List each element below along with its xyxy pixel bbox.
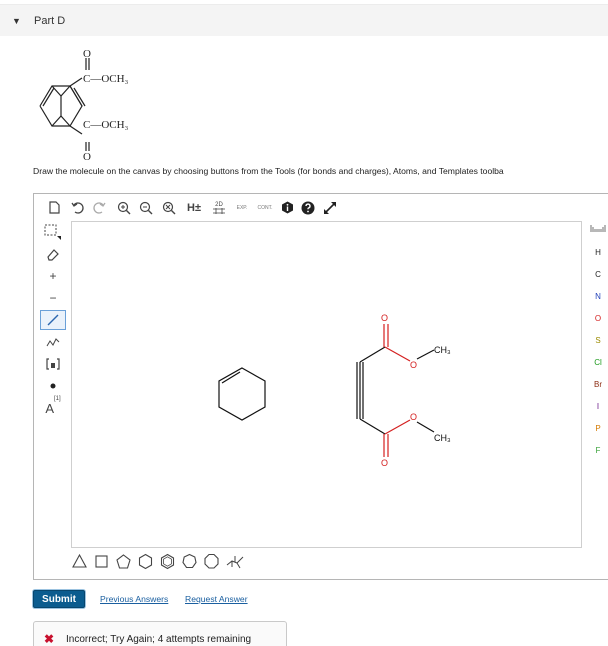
atom-button-o[interactable]: O	[594, 314, 602, 323]
undo-icon[interactable]	[70, 200, 85, 215]
chain-tool-icon[interactable]	[40, 332, 66, 352]
diester-molecule[interactable]	[357, 324, 434, 457]
part-header[interactable]	[0, 4, 608, 36]
atom-button-p[interactable]: P	[595, 424, 601, 433]
select-lasso-icon[interactable]	[40, 222, 66, 242]
atom-properties-superscript: [1]	[54, 396, 61, 402]
fullscreen-icon[interactable]	[322, 200, 337, 215]
atom-button-i[interactable]: I	[596, 402, 600, 411]
atoms-toolbar	[586, 222, 608, 552]
positive-charge-button[interactable]: +	[49, 269, 57, 283]
negative-charge-button[interactable]: −	[49, 291, 57, 305]
collapse-triangle-icon[interactable]: ▼	[12, 16, 21, 26]
toggle-hydrogens-button[interactable]: H±	[187, 201, 201, 214]
cyclobutane-template-icon[interactable]	[93, 553, 110, 570]
cyclohexene-ring[interactable]	[219, 368, 265, 420]
feedback-box	[33, 621, 287, 646]
canvas-oxygen-label: O	[410, 412, 418, 422]
zoom-reset-icon[interactable]	[161, 200, 176, 215]
bracket-tool-icon[interactable]	[40, 354, 66, 374]
tools-toolbar	[40, 222, 68, 552]
single-bond-tool[interactable]	[40, 310, 66, 330]
ester-bottom-label: C—OCH₃	[83, 119, 129, 131]
canvas-oxygen-label: O	[381, 458, 389, 468]
atom-button-c[interactable]: C	[595, 270, 601, 279]
atom-properties-button[interactable]	[40, 396, 66, 416]
instruction-text: Draw the molecule on the canvas by choosing buttons from the Tools (for bonds and charges), Atoms, and Templates toolba	[33, 166, 504, 176]
contract-button[interactable]: CONT.	[257, 204, 273, 211]
x-icon: ✖	[44, 632, 55, 646]
clean-2d-label: 2D	[215, 201, 223, 208]
atom-button-n[interactable]: N	[595, 292, 601, 301]
feedback-message: Incorrect; Try Again; 4 attempts remaining	[66, 634, 252, 645]
cyclopentane-template-icon[interactable]	[115, 553, 132, 570]
cyclopropane-template-icon[interactable]	[71, 553, 88, 570]
request-answer-link[interactable]: Request Answer	[185, 594, 248, 604]
canvas-oxygen-label: O	[381, 313, 389, 323]
part-title: Part D	[34, 15, 66, 27]
canvas-methyl-label: CH₃	[434, 345, 451, 355]
given-structure-image	[30, 48, 170, 160]
atom-button-f[interactable]: F	[595, 446, 601, 455]
molecule-editor	[33, 193, 608, 580]
canvas-drawing	[72, 222, 583, 549]
previous-answers-link[interactable]: Previous Answers	[100, 594, 169, 604]
atom-button-s[interactable]: S	[595, 336, 601, 345]
help-icon[interactable]	[300, 200, 315, 215]
redo-icon[interactable]	[92, 200, 107, 215]
expand-button[interactable]: EXP.	[236, 204, 248, 211]
canvas-oxygen-label: O	[410, 360, 418, 370]
eraser-icon[interactable]	[40, 244, 66, 264]
atom-properties-label: A	[45, 401, 54, 416]
canvas-methyl-label: CH₃	[434, 433, 451, 443]
benzene-template-icon[interactable]	[159, 553, 176, 570]
templates-toolbar	[71, 550, 271, 574]
atom-button-h[interactable]: H	[595, 248, 601, 257]
ester-top-label: C—OCH₃	[83, 73, 129, 85]
drawing-canvas[interactable]	[71, 221, 582, 548]
zoom-out-icon[interactable]	[138, 200, 153, 215]
chair-template-icon[interactable]	[225, 553, 245, 570]
radical-tool-icon[interactable]	[40, 376, 66, 396]
zoom-in-icon[interactable]	[116, 200, 131, 215]
cycloheptane-template-icon[interactable]	[181, 553, 198, 570]
atom-button-br[interactable]: Br	[594, 380, 602, 389]
oxygen-bottom-label: O	[83, 151, 91, 160]
cyclooctane-template-icon[interactable]	[203, 553, 220, 570]
submit-button[interactable]: Submit	[33, 590, 85, 608]
top-toolbar	[34, 194, 608, 220]
atom-button-cl[interactable]: Cl	[594, 358, 602, 367]
oxygen-top-label: O	[83, 48, 91, 60]
clean-2d-button[interactable]	[209, 200, 229, 215]
info-icon[interactable]	[280, 200, 295, 215]
periodic-table-icon[interactable]	[586, 222, 608, 240]
cyclohexane-template-icon[interactable]	[137, 553, 154, 570]
new-document-icon[interactable]	[46, 200, 61, 215]
